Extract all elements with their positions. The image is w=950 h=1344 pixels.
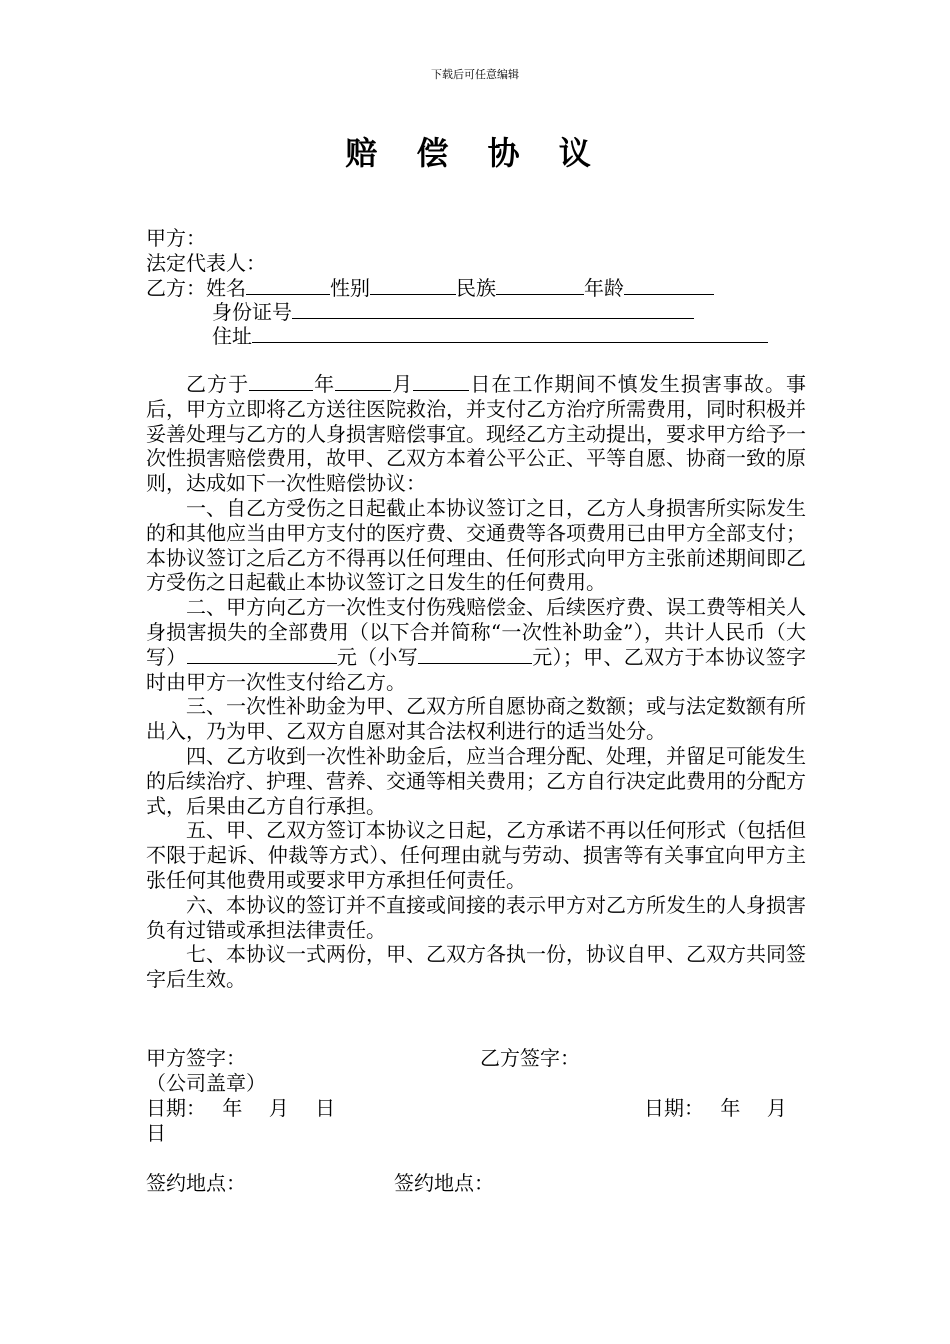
party-a-signature-label: 甲方签字： — [146, 1046, 246, 1070]
address-line — [212, 324, 768, 349]
legal-rep-label: 法定代表人： — [146, 251, 266, 275]
ethnicity-field[interactable] — [496, 276, 584, 295]
year-label: 年 — [313, 372, 336, 396]
injury-year-field[interactable] — [249, 372, 313, 391]
clause-1: 一、自乙方受伤之日起截止本协议签订之日，乙方人身损害所实际发生的和其他应当由甲方支付的医疗费、交通费等各项费用已由甲方全部支付；本协议签订之后乙方不得再以任何理由、任何形式向甲方主张前述期间即乙方受伤之日起截止本协议签订之日发生的任何费用。 — [146, 495, 806, 595]
amount-uppercase-field[interactable] — [187, 645, 337, 664]
document-title: 赔 偿 协 议 — [345, 134, 605, 172]
clause-4: 四、乙方收到一次性补助金后，应当合理分配、处理，并留足可能发生的后续治疗、护理、营养、交通等相关费用；乙方自行决定此费用的分配方式，后果由乙方自行承担。 — [146, 743, 806, 818]
party-b-date: 日期： 年 月 — [644, 1096, 787, 1120]
clause-2 — [146, 595, 806, 694]
intro-day-rest: 日在工作期间不慎发生损害事故。 — [469, 372, 787, 396]
intro-prefix: 乙方于 — [186, 372, 250, 396]
age-field[interactable] — [624, 276, 714, 295]
party-b-signature-label: 乙方签字： — [480, 1046, 580, 1070]
injury-day-field[interactable] — [413, 372, 469, 391]
id-line — [212, 300, 694, 325]
agreement-body — [146, 372, 806, 992]
address-label: 住址 — [212, 324, 252, 348]
intro-paragraph — [146, 372, 806, 496]
amount-lowercase-field[interactable] — [418, 645, 532, 664]
gender-field[interactable] — [370, 276, 456, 295]
clause-2-end: 元）；甲、乙双方于本协议签字时由甲方一次性支付给乙方。 — [146, 644, 807, 694]
party-a-place-label: 签约地点： — [146, 1171, 246, 1195]
clause-2-text: 二、甲方向乙方一次性支付伤残赔偿金、后续医疗费、误工费等相关人身损害损失的全部费用（以下合并简称“一次性补助金”），共计人民币（大写） — [146, 595, 806, 669]
party-b-info-line — [146, 276, 714, 301]
header-note: 下载后可任意编辑 — [431, 68, 519, 81]
id-label: 身份证号 — [212, 300, 292, 324]
party-a-date: 日期： 年 月 日 — [146, 1096, 336, 1120]
age-label: 年龄 — [584, 276, 624, 300]
clause-5: 五、甲、乙双方签订本协议之日起，乙方承诺不再以任何形式（包括但不限于起诉、仲裁等方式）、任何理由就与劳动、损害等有关事宜向甲方主张任何其他费用或要求甲方承担任何责任。 — [146, 818, 806, 892]
clause-2-small-label: 元（小写 — [336, 644, 419, 669]
intro-text: 事后，甲方立即将乙方送往医院救治，并支付乙方治疗所需费用，同时积极并妥善处理与乙方的人身损害赔偿事宜。现经乙方主动提出，要求甲方给予一次性损害赔偿费用，故甲、乙双方本着公平公正、平等自愿、协商一致的原则，达成如下一次性赔偿协议： — [146, 372, 807, 496]
address-field[interactable] — [252, 324, 768, 343]
name-field[interactable] — [246, 276, 330, 295]
clause-3: 三、一次性补助金为甲、乙双方所自愿协商之数额；或与法定数额有所出入，乃为甲、乙双方自愿对其合法权利进行的适当处分。 — [146, 694, 806, 744]
id-field[interactable] — [292, 300, 694, 319]
party-b-date-day: 日 — [146, 1121, 166, 1145]
injury-month-field[interactable] — [335, 372, 391, 391]
clause-7: 七、本协议一式两份，甲、乙双方各执一份，协议自甲、乙双方共同签字后生效。 — [146, 942, 806, 992]
month-label: 月 — [391, 372, 414, 396]
clause-6: 六、本协议的签订并不直接或间接的表示甲方对乙方所发生的人身损害负有过错或承担法律责任。 — [146, 892, 806, 942]
name-label: 姓名 — [206, 276, 246, 300]
company-seal-label: （公司盖章） — [146, 1071, 266, 1095]
gender-label: 性别 — [330, 276, 370, 300]
party-a-label: 甲方： — [146, 226, 206, 250]
party-b-place-label: 签约地点： — [394, 1171, 494, 1195]
party-b-label: 乙方： — [146, 276, 206, 300]
ethnicity-label: 民族 — [456, 276, 496, 300]
